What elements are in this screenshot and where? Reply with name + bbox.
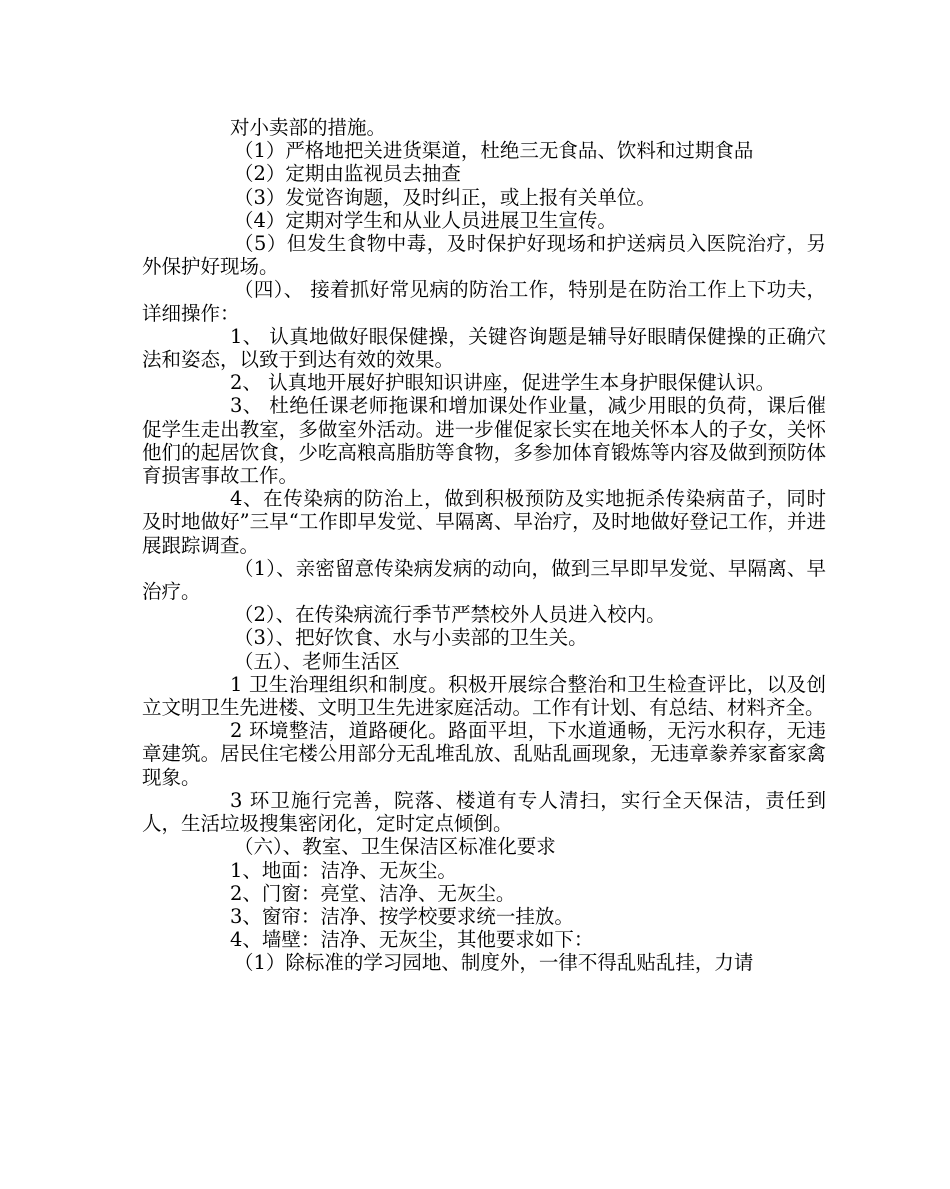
paragraph-doors: 2、门窗：亮堂、洁净、无灰尘。 (230, 881, 516, 905)
paragraph-item-3: （3）发觉咨询题，及时纠正，或上报有关单位。 (234, 185, 656, 209)
paragraph-section-6: （六）、教室、卫生保洁区标准化要求 (234, 835, 556, 859)
document-page (142, 116, 826, 975)
paragraph-shop-measures: 对小卖部的措施。 (230, 116, 387, 139)
paragraph-section-5: （五）、老师生活区 (234, 649, 400, 673)
paragraph-item-4: （4）定期对学生和从业人员进展卫生宣传。 (234, 208, 617, 232)
paragraph-infectious-3: （3）、把好饮食、水与小卖部的卫生关。 (234, 626, 588, 650)
paragraph-infectious-2: （2）、在传染病流行季节严禁校外人员进入校内。 (234, 603, 666, 627)
paragraph-item-1: （1）严格地把关进货渠道，杜绝三无食品、饮料和过期食品 (234, 139, 754, 163)
paragraph-floor: 1、地面：洁净、无灰尘。 (230, 858, 457, 882)
paragraph-infectious-1: （1）、亲密留意传染病发病的动向，做到三早即早发觉、早隔离、早治疗。 (142, 556, 826, 604)
paragraph-hygiene-org: 1 卫生治理组织和制度。积极开展综合整治和卫生检查评比，以及创立文明卫生先进楼、文明卫生先进家庭活动。工作有计划、有总结、材料齐全。 (142, 672, 826, 720)
paragraph-environment: 2 环境整洁，道路硬化。路面平坦，下水道通畅，无污水积存，无违章建筑。居民住宅楼公用部分无乱堆乱放、乱贴乱画现象，无违章豢养家畜家禽现象。 (142, 719, 826, 789)
paragraph-eye-exercise: 1、 认真地做好眼保健操，关键咨询题是辅导好眼睛保健操的正确穴法和姿态，以致于到达有效的效果。 (142, 324, 826, 372)
paragraph-workload: 3、 杜绝任课老师拖课和增加课处作业量，减少用眼的负荷，课后催促学生走出教室，多做室外活动。进一步催促家长实在地关怀本人的子女，关怀他们的起居饮食，少吃高粮高脂肪等食物，多参加体育锻炼等内容及做到预防体育损害事故工作。 (142, 394, 826, 488)
paragraph-item-2: （2）定期由监视员去抽查 (234, 162, 461, 186)
paragraph-infectious: 4、在传染病的防治上，做到积极预防及实地扼杀传染病苗子，同时及时地做好”三早“工作即早发觉、早隔离、早治疗，及时地做好登记工作，并进展跟踪调查。 (142, 487, 826, 557)
paragraph-item-5: （5）但发生食物中毒，及时保护好现场和护送病员入医院治疗，另外保护好现场。 (142, 232, 826, 279)
paragraph-sanitation: 3 环卫施行完善，院落、楼道有专人清扫，实行全天保洁，责任到人，生活垃圾搜集密闭化，定时定点倾倒。 (142, 788, 826, 836)
paragraph-section-4: （四）、 接着抓好常见病的防治工作，特别是在防治工作上下功夫，详细操作： (142, 278, 826, 325)
paragraph-curtains: 3、窗帘：洁净、按学校要求统一挂放。 (230, 904, 574, 928)
paragraph-walls: 4、墙壁：洁净、无灰尘，其他要求如下： (230, 928, 594, 952)
paragraph-eye-lecture: 2、 认真地开展好护眼知识讲座，促进学生本身护眼保健认识。 (230, 371, 776, 395)
paragraph-walls-1: （1）除标准的学习园地、制度外，一律不得乱贴乱挂，力请 (234, 951, 754, 975)
